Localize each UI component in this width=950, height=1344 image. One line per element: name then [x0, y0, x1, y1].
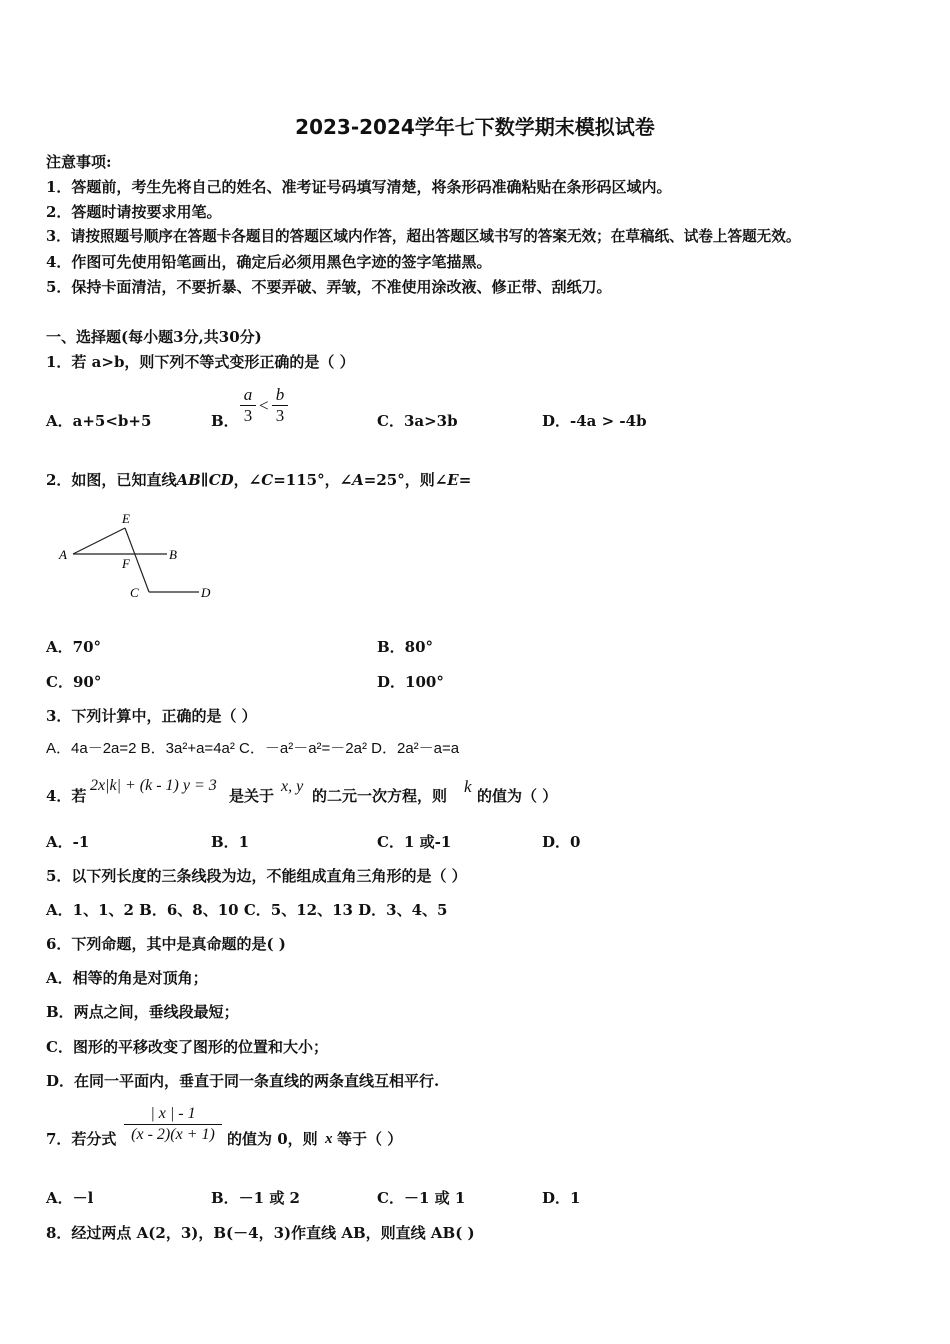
label-c: C: [130, 585, 139, 600]
q1-fraction-b-over-3: [272, 385, 288, 426]
stem-text: ，∠: [233, 471, 262, 489]
q7-stem-mid: 的值为 0，则: [227, 1130, 318, 1148]
q7-stem-end: 等于（ ）: [337, 1130, 403, 1148]
q6-option-a: A．相等的角是对顶角；: [46, 969, 208, 987]
stem-text: =115°，∠: [273, 471, 353, 489]
less-than-sign: <: [259, 396, 269, 415]
q6-option-c: C．图形的平移改变了图形的位置和大小；: [46, 1038, 328, 1056]
question-2-stem: [46, 470, 471, 490]
page-title: 2023-2024学年七下数学期末模拟试卷: [295, 115, 655, 139]
fraction-denominator: (x - 2)(x + 1): [131, 1126, 215, 1143]
stem-text: =: [458, 471, 472, 489]
q1-option-a: A．a+5<b+5: [46, 412, 152, 430]
q4-option-b: B．1: [211, 833, 250, 851]
label-e: E: [122, 511, 130, 526]
label-a: A: [59, 547, 67, 562]
q4-option-c: C．1 或-1: [377, 833, 452, 851]
q7-x: x: [325, 1131, 333, 1147]
stem-math: A: [352, 471, 364, 489]
notice-item: 4．作图可先使用铅笔画出，确定后必须用黑色字迹的签字笔描黑。: [46, 253, 492, 271]
question-7-stem-prefix: 7．若分式: [46, 1130, 117, 1148]
notice-heading: 注意事项:: [46, 153, 112, 171]
q3-options: A．4a－2a=2 B．3a²+a=4a² C．－a²－a²=－2a² D．2a²－a=a: [46, 740, 460, 757]
notice-item: 2．答题时请按要求用笔。: [46, 203, 222, 221]
q7-option-b: B．－1 或 2: [211, 1189, 300, 1207]
q7-option-d: D．1: [542, 1189, 581, 1207]
label-d: D: [201, 585, 211, 600]
stem-text: 2．如图，已知直线: [46, 471, 177, 489]
label-b: B: [169, 547, 177, 562]
q4-variables: x, y: [281, 778, 304, 795]
q4-option-d: D．0: [542, 833, 581, 851]
fraction-denominator: 3: [275, 406, 285, 425]
q4-stem-mid: 是关于: [229, 787, 275, 805]
q4-option-a: A．-1: [46, 833, 90, 851]
q2-option-b: B．80°: [377, 638, 434, 656]
question-3-stem: 3．下列计算中，正确的是（ ）: [46, 707, 257, 725]
notice-item: 1．答题前，考生先将自己的姓名、准考证号码填写清楚，将条形码准确粘贴在条形码区域内。: [46, 178, 672, 196]
stem-math: E: [447, 471, 459, 489]
label-f: F: [122, 556, 130, 571]
question-4-stem-prefix: 4．若: [46, 787, 87, 805]
fraction-numerator: | x | - 1: [150, 1105, 196, 1122]
fraction-numerator: a: [243, 385, 253, 404]
question-5-stem: 5．以下列长度的三条线段为边，不能组成直角三角形的是（ ）: [46, 867, 467, 885]
q4-k: k: [464, 777, 472, 796]
q2-option-a: A．70°: [46, 638, 102, 656]
notice-item: 3．请按照题号顺序在答题卡各题目的答题区域内作答，超出答题区域书写的答案无效；在草稿纸、试卷上答题无效。: [46, 228, 801, 245]
q1-option-b-label: B．: [211, 412, 239, 430]
question-1-stem: 1．若 a>b，则下列不等式变形正确的是（ ）: [46, 353, 355, 371]
question-8-stem: 8．经过两点 A(2，3)，B(－4，3)作直线 AB，则直线 AB( ): [46, 1224, 475, 1242]
fraction-denominator: 3: [243, 406, 253, 425]
q7-fraction: [124, 1104, 222, 1145]
q2-option-c: C．90°: [46, 673, 102, 691]
q2-option-d: D．100°: [377, 673, 444, 691]
q7-option-a: A．－l: [46, 1189, 94, 1207]
line-ae: [73, 528, 125, 554]
stem-math: AB∥CD: [176, 471, 234, 489]
q6-option-d: D．在同一平面内，垂直于同一条直线的两条直线互相平行.: [46, 1072, 440, 1090]
q5-options: A．1、1、2 B．6、8、10 C．5、12、13 D．3、4、5: [46, 901, 448, 919]
fraction-numerator: b: [275, 385, 285, 404]
stem-math: C: [261, 471, 274, 489]
q4-stem-end: 的值为（ ）: [477, 787, 558, 805]
notice-item: 5．保持卡面清洁，不要折暴、不要弄破、弄皱，不准使用涂改液、修正带、刮纸刀。: [46, 278, 612, 296]
q7-option-c: C．－1 或 1: [377, 1189, 466, 1207]
q4-stem-mid2: 的二元一次方程，则: [312, 787, 448, 805]
q1-option-c: C．3a>3b: [377, 412, 458, 430]
q1-option-d: D．-4a > -4b: [542, 412, 647, 430]
stem-text: =25°，则∠: [363, 471, 448, 489]
question-6-stem: 6．下列命题，其中是真命题的是( ): [46, 935, 286, 953]
parallel-lines-figure: [55, 508, 225, 603]
q6-option-b: B．两点之间，垂线段最短；: [46, 1003, 239, 1021]
q1-fraction-a-over-3: [240, 385, 256, 426]
section-heading: 一、选择题(每小题3分,共30分): [46, 328, 262, 346]
q4-equation: 2x|k| + (k - 1) y = 3: [90, 777, 217, 794]
